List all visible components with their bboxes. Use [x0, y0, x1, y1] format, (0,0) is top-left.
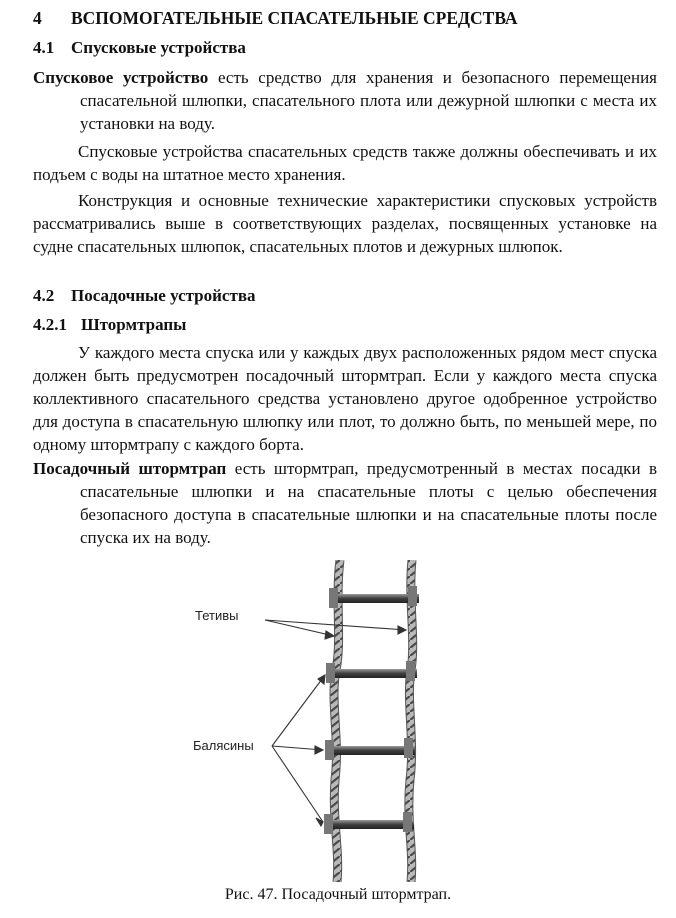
subsection-number: 4.1: [33, 38, 55, 57]
subsection-heading-4-2: [33, 286, 256, 306]
section-heading: [33, 8, 518, 29]
ladder-illustration: [190, 560, 440, 882]
figure-caption: Рис. 47. Посадочный штормтрап.: [224, 886, 452, 903]
subsection-number: 4.2: [33, 286, 55, 305]
subsection-title: Посадочные устройства: [71, 286, 256, 305]
section-number: 4: [33, 8, 42, 28]
paragraph-embarkation-ladder-requirement: У каждого места спуска или у каждых двух расположенных рядом мест спуска должен быть предусмотрен посадочный штормтрап. Если у каждого места спуска коллективного спасательного средства установлено другое одобренное устройство для доступа в спасательную шлюпку или плот, то должно быть, по меньшей мере, по одному штормтрапу с каждого борта.: [33, 343, 657, 454]
paragraph-construction: Конструкция и основные технические характеристики спусковых устройств рассматривались выше в соответствующих разделах, посвященных установке на судне спасательных шлюпок, спасательных плотов и дежурных шлюпок.: [33, 191, 657, 256]
figure-embarkation-ladder: [190, 560, 440, 882]
subsection-heading-4-1: [33, 38, 246, 58]
rope-left: [334, 560, 340, 882]
subsection-heading-4-2-1: [33, 315, 186, 335]
definition-paragraph-embarkation-ladder: [33, 457, 657, 549]
definition-text: есть штормтрап, предусмотренный в местах посадки в спасательные шлюпки и на спасательные плоты с целью обеспечения безопасного доступа в спасательные шлюпки и на спасательные плоты после спуска их на воду.: [80, 459, 657, 547]
subsection-number: 4.2.1: [33, 315, 67, 334]
paragraph-recovery: Спусковые устройства спасательных средств также должны обеспечивать и их подъем с воды на штатное место хранения.: [33, 142, 657, 184]
definition-term: Посадочный штормтрап: [33, 459, 227, 478]
definition-text: есть средство для хранения и безопасного перемещения спасательной шлюпки, спасательного плота или дежурной шлюпки с места их установки на воду.: [80, 68, 657, 133]
section-title: ВСПОМОГАТЕЛЬНЫЕ СПАСАТЕЛЬНЫЕ СРЕДСТВА: [71, 8, 518, 28]
label-steps: Балясины: [193, 738, 254, 753]
definition-term: Спусковое устройство: [33, 68, 209, 87]
subsection-title: Штормтрапы: [81, 315, 187, 334]
definition-paragraph-launching-device: [33, 66, 657, 135]
subsection-title: Спусковые устройства: [71, 38, 246, 57]
rope-right: [409, 560, 413, 882]
label-ropes: Тетивы: [195, 608, 239, 623]
